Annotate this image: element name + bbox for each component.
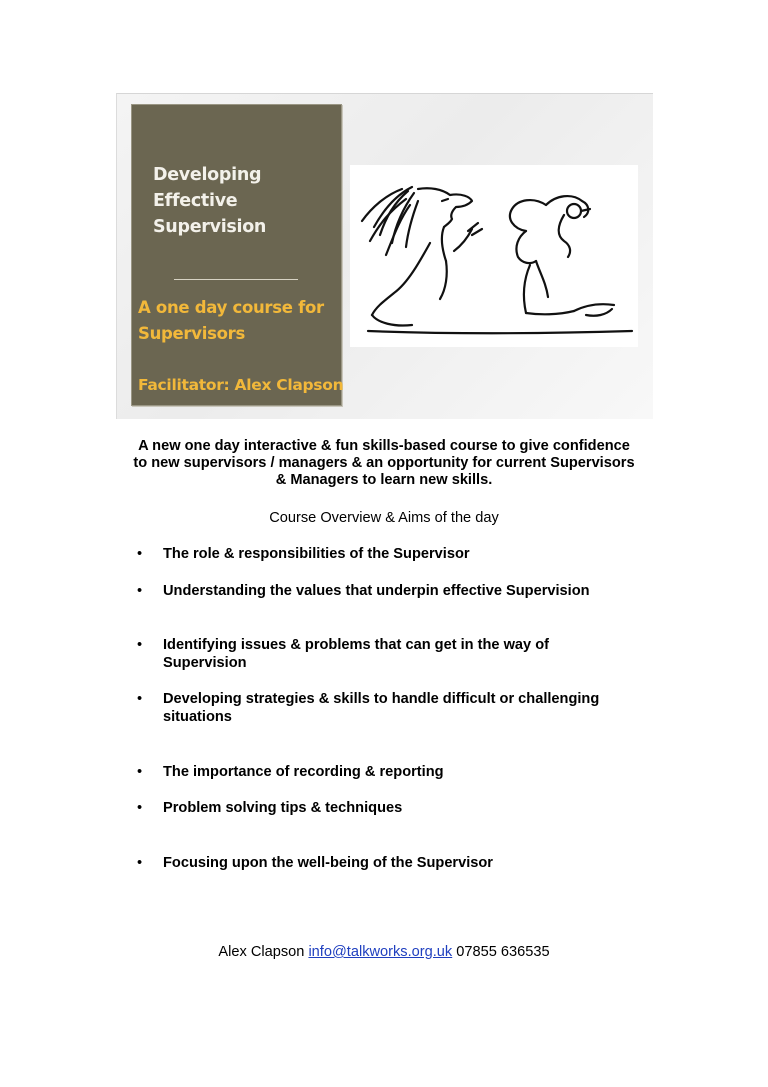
cover-subtitle-line: Supervisors	[138, 324, 245, 343]
aim-text: Problem solving tips & techniques	[163, 800, 403, 816]
aim-text: Focusing upon the well-being of the Supervisor	[163, 855, 493, 871]
bullet-marker: •	[137, 583, 143, 599]
aim-text: The importance of recording & reporting	[163, 764, 444, 780]
aim-text: Identifying issues & problems that can get in the way of	[163, 637, 549, 653]
bullet-marker: •	[137, 637, 143, 653]
cover-title-line: Effective	[153, 191, 238, 211]
intro-line: & Managers to learn new skills.	[275, 472, 493, 488]
aim-text: Supervision	[163, 655, 247, 671]
cover-title-line: Supervision	[153, 217, 267, 237]
contact-name: Alex Clapson	[218, 944, 305, 960]
aim-text: Understanding the values that underpin effective Supervision	[163, 583, 590, 599]
bullet-marker: •	[137, 546, 143, 562]
bullet-marker: •	[137, 800, 143, 816]
cover-title-line: Developing	[153, 165, 262, 185]
cover-title	[153, 162, 266, 240]
aim-text: The role & responsibilities of the Supervisor	[163, 546, 470, 562]
bullet-marker: •	[137, 855, 143, 871]
intro-line: A new one day interactive & fun skills-based course to give confidence	[138, 438, 630, 454]
contact-line	[110, 944, 658, 961]
cover-facilitator: Facilitator: Alex Clapson	[138, 376, 344, 394]
bullet-marker: •	[137, 764, 143, 780]
course-intro	[110, 438, 658, 489]
cover-subtitle	[138, 295, 324, 347]
intro-line: to new supervisors / managers & an opportunity for current Supervisors	[133, 455, 635, 471]
contact-phone: 07855 636535	[456, 944, 550, 960]
aim-text: situations	[163, 709, 232, 725]
aim-text: Developing strategies & skills to handle difficult or challenging	[163, 691, 600, 707]
cartoon-illustration	[350, 165, 638, 347]
contact-email-link[interactable]: info@talkworks.org.uk	[308, 944, 453, 960]
cover-divider	[174, 279, 298, 280]
course-cover-card	[131, 104, 342, 406]
overview-heading: Course Overview & Aims of the day	[269, 510, 499, 526]
bullet-marker: •	[137, 691, 143, 707]
cover-subtitle-line: A one day course for	[138, 298, 324, 317]
